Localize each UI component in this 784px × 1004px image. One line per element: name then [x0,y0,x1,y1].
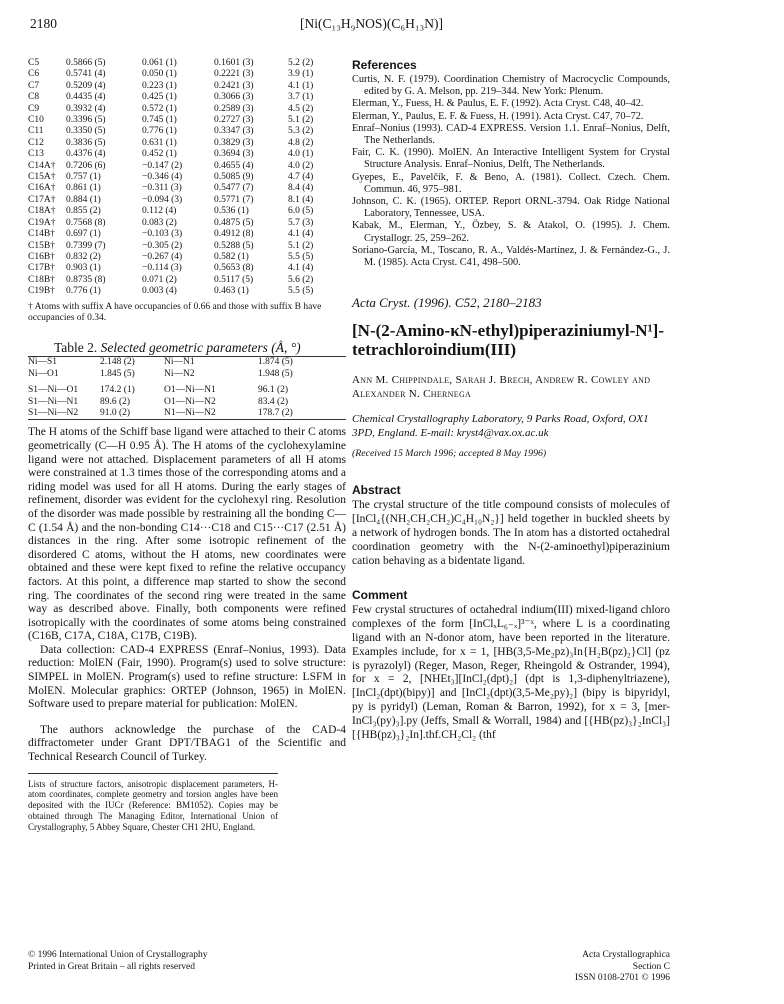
refinement-text [28,426,346,711]
table-cell: C13 [28,149,44,160]
table-cell: 0.425 (1) [142,92,177,103]
abstract-heading: Abstract [352,483,401,498]
atom-row [28,126,346,137]
table-cell: C8 [28,92,40,103]
table-cell: C17B† [28,263,55,274]
atom-row [28,149,346,160]
table-cell: 0.7399 (7) [66,240,106,251]
table2-caption: Selected geometric parameters (Å, °) [100,340,301,356]
atom-row [28,69,346,80]
references-heading: References [352,58,417,72]
table-cell: C12 [28,137,44,148]
atom-row [28,218,346,229]
table-cell: 0.4912 (8) [214,229,254,240]
table-cell: C14A† [28,160,56,171]
table-cell: C11 [28,126,44,137]
reference-item: Soriano-García, M., Toscano, R. A., Valdés-Martínez, J. & Fernández-G., J. M. (1985). Acta Cryst. C41, 498–500. [352,244,670,269]
atom-row [28,161,346,172]
table-cell: −0.147 (2) [142,160,183,171]
acknowledgement: The authors acknowledge the purchase of the CAD-4 diffractometer under Grant DPT/TBAG1 of the Scientific and Technical Research Council of Turkey. [28,723,346,764]
table-cell: 0.572 (1) [142,103,177,114]
table-cell: 8.1 (4) [288,194,314,205]
table-cell: 0.5288 (5) [214,240,254,251]
table-cell: 0.1601 (3) [214,58,254,68]
table-cell: C19A† [28,217,56,228]
received-dates: (Received 15 March 1996; accepted 8 May 1996) [352,448,547,460]
table-cell: C15B† [28,240,55,251]
table-cell: 5.5 (5) [288,286,314,297]
table-cell: 0.5085 (9) [214,172,254,183]
table-cell: 0.050 (1) [142,69,177,80]
refinement-paragraph: The H atoms of the Schiff base ligand were attached to their C atoms geometrically (C—H 0.95 Å). The H atoms of the cyclohexylamine ligand were not attached. Displacement parameters of all H atoms were constrained at 1.3 times those of the corresponding atoms and a riding model was used for all H atoms. During the early stages of refinement, disorder was evident for the cyclohexyl ring. Resolution of the disorder was made possible by restraining all the bonding C—C (1.54 Å) and the non-bonding C14···C18 and C15···C17 (2.51 Å) distances in the ring. After some isotropic refinement of the disordered C atoms, without the H atoms, new coordinates were obtained and these were kept fixed to refine the relative occupancy factors. At this point, a difference map started to show the second ring. The coordinates of the second ring were treated in the same way as described above. Finally, both components were refined isotropically with the coordinates of some atoms being constrained (C16B, C17A, C18A, C17B, C19B). [28,426,346,643]
table-cell: 5.3 (2) [288,126,314,137]
table-cell: Ni—O1 [28,368,59,379]
left-column [28,58,346,833]
journal-footer [560,950,670,985]
table-cell: 4.7 (4) [288,172,314,183]
table-cell: C19B† [28,286,55,297]
table-cell: 0.5741 (4) [66,69,106,80]
table-cell: −0.311 (3) [142,183,182,194]
table-cell: 0.463 (1) [214,286,249,297]
table-cell: 0.223 (1) [142,80,177,91]
table-cell: Ni—S1 [28,357,58,368]
table-cell: 0.5771 (7) [214,194,254,205]
geometric-angles-table [28,385,346,419]
table2-label: Table 2. [54,340,98,356]
table-cell: −0.346 (4) [142,172,183,183]
angle-row [28,397,346,408]
table-cell: 3.7 (1) [288,92,314,103]
reference-item: Gyepes, E., Pavelčík, F. & Beno, A. (1981). Collect. Czech. Chem. Commun. 46, 975–981. [352,171,670,195]
atom-row [28,172,346,183]
table-cell: 5.2 (2) [288,58,314,68]
table-cell: 0.4376 (4) [66,149,106,160]
comment-heading: Comment [352,588,408,603]
table-cell: 0.697 (1) [66,229,101,240]
atom-coordinates-table [28,58,346,298]
copyright-notice [28,950,208,973]
table-cell: 91.0 (2) [100,407,131,418]
table-cell: 5.5 (5) [288,251,314,262]
table-cell: C7 [28,80,40,91]
table-cell: 174.2 (1) [100,385,135,396]
reference-item: Johnson, C. K. (1965). ORTEP. Report ORNL-3794. Oak Ridge National Laboratory, Tennessee, USA. [352,196,670,220]
table-cell: 5.7 (3) [288,217,314,228]
table-cell: 0.3066 (3) [214,92,254,103]
table-cell: 0.2589 (3) [214,103,254,114]
table-cell: Ni—N2 [164,368,195,379]
table-cell: 0.745 (1) [142,115,177,126]
table-cell: 0.776 (1) [66,286,101,297]
page-number: 2180 [30,16,57,31]
table-cell: −0.094 (3) [142,194,183,205]
journal-name: Acta Crystallographica Section C [582,950,670,972]
table-cell: 0.4655 (4) [214,160,254,171]
table-cell: C14B† [28,229,55,240]
angle-row [28,408,346,419]
table-cell: 0.3932 (4) [66,103,106,114]
table-cell: 4.0 (2) [288,160,314,171]
right-column [352,58,670,742]
deposition-note: Lists of structure factors, anisotropic displacement parameters, H-atom coordinates, complete geometry and torsion angles have been deposited with the IUCr (Reference: BM1052). Copies may be obtained through The Managing Editor, International Union of Crystallography, 5 Abbey Square, Chester CH1 2HU, England. [28,773,278,833]
table-cell: 0.903 (1) [66,263,101,274]
atom-row [28,138,346,149]
table-cell: C16A† [28,183,56,194]
article-title: [N-(2-Amino-κN-ethyl)piperaziniumyl-N¹]-tetrachloroindium(III) [352,321,664,360]
atom-row [28,206,346,217]
abstract-text: The crystal structure of the title compound consists of molecules of [InCl₄{(NH₂CH₂CH₂)C₄H₁₀N₂}] held together in buckled sheets by a network of hydrogen bonds. The In atom has a distorted octahedral coordination geometry with the N-(2-aminoethyl)piperazinium cation behaving as a bidentate ligand. [352,499,670,567]
table-cell: 8.4 (4) [288,183,314,194]
table-cell: 0.3396 (5) [66,115,106,126]
table-cell: 4.1 (1) [288,80,314,91]
atom-row [28,286,346,297]
running-title: [Ni(C₁₃H₉NOS)(C₆H₁₃N)] [300,16,443,31]
table2-bottom-rule [28,419,346,420]
table-cell: 0.061 (1) [142,58,177,68]
table-cell: C5 [28,58,40,68]
table-cell: C6 [28,69,40,80]
reference-item: Elerman, Y., Fuess, H. & Paulus, E. F. (1992). Acta Cryst. C48, 40–42. [352,98,644,110]
atom-row [28,195,346,206]
table-cell: C18B† [28,274,55,285]
table-cell: 4.1 (4) [288,263,314,274]
article-authors: Ann M. Chippindale, Sarah J. Brech, Andrew R. Cowley and Alexander N. Chernega [352,374,651,401]
article-affiliation: Chemical Crystallography Laboratory, 9 Parks Road, Oxford, OX1 3PD, England. E-mail: kryst4@vax.ox.ac.uk [352,413,649,439]
table-cell: S1—Ni—O1 [28,385,79,396]
table-cell: N1—Ni—N2 [164,407,216,418]
atom-row [28,115,346,126]
atom-row [28,92,346,103]
table-cell: C15A† [28,172,56,183]
atom-row [28,229,346,240]
table-cell: 178.7 (2) [258,407,293,418]
bond-row [28,357,346,368]
table-cell: 89.6 (2) [100,396,131,407]
table-cell: −0.305 (2) [142,240,183,251]
table-cell: 96.1 (2) [258,385,289,396]
table-cell: 0.582 (1) [214,251,249,262]
table-cell: 0.5653 (8) [214,263,254,274]
table-cell: 1.845 (5) [100,368,135,379]
issn-line: ISSN 0108-2701 © 1996 [574,973,670,983]
table-cell: −0.103 (3) [142,229,183,240]
table-cell: 0.536 (1) [214,206,249,217]
table-cell: 1.948 (5) [258,368,293,379]
table-cell: 5.6 (2) [288,274,314,285]
citation-text: Acta Cryst. (1996). C52, 2180–2183 [352,295,542,311]
atom-row [28,252,346,263]
table-cell: 0.855 (2) [66,206,101,217]
table-cell: 0.5477 (7) [214,183,254,194]
table-cell: 3.9 (1) [288,69,314,80]
table-cell: 0.8735 (8) [66,274,106,285]
table-cell: 0.2421 (3) [214,80,254,91]
table-cell: S1—Ni—N1 [28,396,79,407]
table-cell: 0.3836 (5) [66,137,106,148]
table-cell: O1—Ni—N1 [164,385,216,396]
table-cell: 4.5 (2) [288,103,314,114]
table-cell: 0.4875 (5) [214,217,254,228]
atom-row [28,183,346,194]
atom-row [28,104,346,115]
geometric-parameters-table [28,357,346,380]
table-cell: 5.1 (2) [288,240,314,251]
table-cell: C16B† [28,251,55,262]
table-cell: 0.5117 (5) [214,274,254,285]
table-cell: 0.631 (1) [142,137,177,148]
table-cell: −0.114 (3) [142,263,182,274]
table-cell: C18A† [28,206,56,217]
table-cell: S1—Ni—N2 [28,407,79,418]
reference-item: Elerman, Y., Paulus, E. F. & Fuess, H. (1991). Acta Cryst. C47, 70–72. [352,110,644,122]
table-cell: 4.1 (4) [288,229,314,240]
reference-item: Curtis, N. F. (1979). Coordination Chemistry of Macrocyclic Compounds, edited by G. A. Melson, pp. 219–344. New York: Plenum. [352,74,670,98]
angle-row [28,385,346,396]
software-paragraph: Data collection: CAD-4 EXPRESS (Enraf–Nonius, 1993). Data reduction: MolEN (Fair, 1990). Program(s) used to solve structure: SIMPEL in MolEN. Program(s) used to refine structure: LSFM in MolEN. Molecular graphics: ORTEP (Johnson, 1965) in MolEN. Software used to prepare material for publication: MolEN. [28,643,346,711]
printed-line: Printed in Great Britain – all rights reserved [28,961,195,972]
atom-row [28,81,346,92]
table-cell: C10 [28,115,44,126]
table-cell: 2.148 (2) [100,357,135,368]
table-cell: 0.4435 (4) [66,92,106,103]
reference-item: Enraf–Nonius (1993). CAD-4 EXPRESS. Version 1.1. Enraf–Nonius, Delft, The Netherlands. [352,122,670,147]
table-cell: 1.874 (5) [258,357,293,368]
table-footnote: † Atoms with suffix A have occupancies of 0.66 and those with suffix B have occupancies of 0.34. [28,301,322,323]
table-cell: 0.2221 (3) [214,69,254,80]
atom-row [28,241,346,252]
reference-item: Kabak, M., Elerman, Y., Özbey, S. & Atakol, O. (1995). J. Chem. Crystallogr. 25, 259–262. [352,220,670,244]
page-header [0,16,784,38]
table-cell: 0.5866 (5) [66,58,106,68]
table-cell: 0.776 (1) [142,126,177,137]
table-cell: 0.861 (1) [66,183,101,194]
table-cell: 0.071 (2) [142,274,177,285]
table-cell: 0.083 (2) [142,217,177,228]
table-cell: Ni—N1 [164,357,195,368]
table-cell: C9 [28,103,40,114]
table-cell: 0.3350 (5) [66,126,106,137]
table-cell: 0.5209 (4) [66,80,106,91]
table-cell: 0.112 (4) [142,206,177,217]
table-cell: 0.3829 (3) [214,137,254,148]
table-cell: O1—Ni—N2 [164,396,216,407]
table-cell: 6.0 (5) [288,206,314,217]
copyright-line: © 1996 International Union of Crystallography [28,950,208,960]
table-cell: 4.0 (1) [288,149,314,160]
comment-text: Few crystal structures of octahedral indium(III) mixed-ligand chloro complexes of the form [InClₓL₆₋ₓ]³⁻ˣ, where L is a coordinating ligand with an N-donor atom, have been reported in the literature. Examples include, for x = 1, [HB(3,5-Me₂pz)₃In{H₂B(pz)₂}Cl] (pz is pyrazolyl) (Reger, Mason, Reger, Rheingold & Ostrander, 1994), for x = 2, [NHEt₃][InCl₂(dpt)₂] (dpt is 1,3-diphenyltriazene), [InCl₂(dpt)(bipy)] and [InCl₂(dpt)(3,5-Me₂py)₂] (bipy is bipyridyl, py is pyridyl) (Leman, Roman & Barron, 1992), for x = 3, [mer-InCl₃(py)₃].py (Jeffs, Small & Worrall, 1984) and [{HB(pz)₃}₂InCl₃][{HB(pz)₃}₂In].thf.CH₂Cl₂ (thf [352,604,670,741]
table-cell: −0.267 (4) [142,251,183,262]
table-cell: 0.2727 (3) [214,115,254,126]
article-citation [352,295,670,311]
table-cell: 0.7568 (8) [66,217,106,228]
table-cell: 0.003 (4) [142,286,177,297]
table-cell: C17A† [28,194,56,205]
table-cell: 4.8 (2) [288,137,314,148]
table-cell: 0.884 (1) [66,194,101,205]
table-cell: 0.3694 (3) [214,149,254,160]
atom-row [28,263,346,274]
references-list [352,74,670,269]
table-cell: 0.452 (1) [142,149,177,160]
atom-row [28,275,346,286]
table-cell: 5.1 (2) [288,115,314,126]
bond-row [28,369,346,380]
table-cell: 0.757 (1) [66,172,101,183]
table-cell: 0.832 (2) [66,251,101,262]
table-cell: 0.3347 (3) [214,126,254,137]
atom-row [28,58,346,69]
table-cell: 0.7206 (6) [66,160,106,171]
table-cell: 83.4 (2) [258,396,289,407]
table2-title [28,340,346,356]
reference-item: Fair, C. K. (1990). MolEN. An Interactive Intelligent System for Crystal Structure Analysis. Enraf–Nonius, Delft, The Netherlands. [352,147,670,171]
